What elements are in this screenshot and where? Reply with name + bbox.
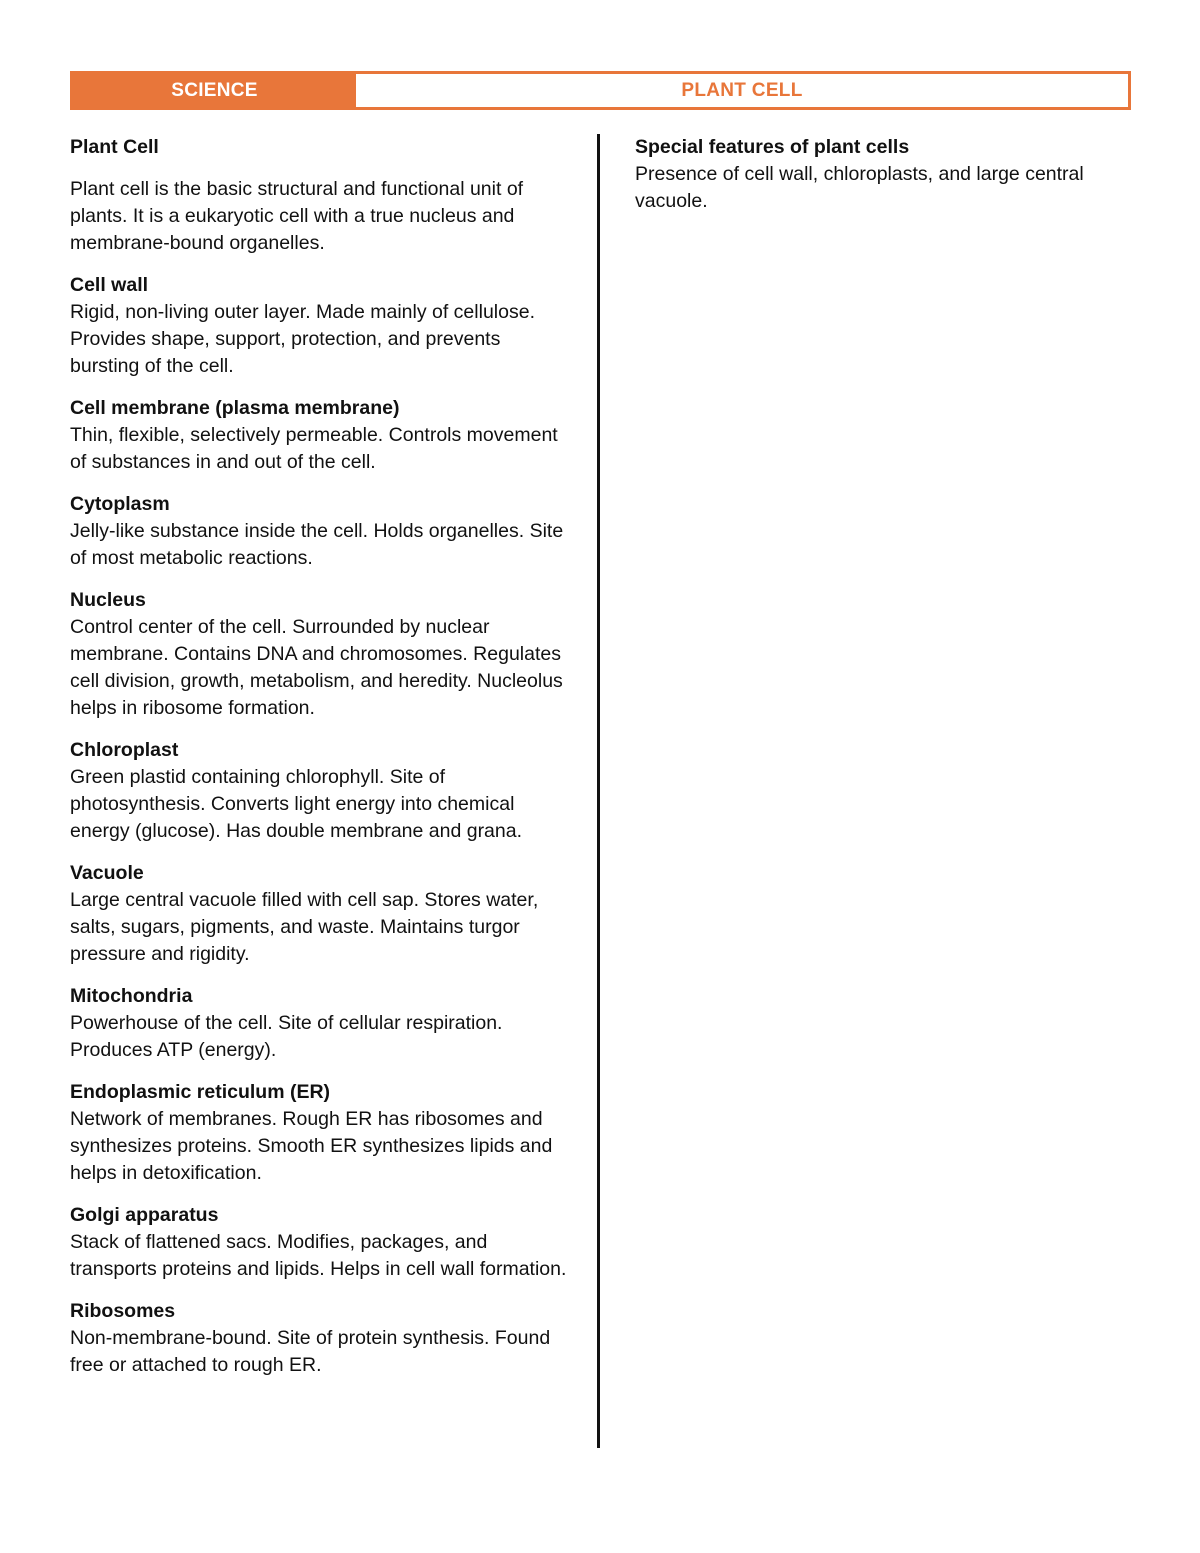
section-text: Large central vacuole filled with cell sap. Stores water, salts, sugars, pigments, and waste. Maintains turgor pressure and rigidity.	[70, 889, 539, 965]
section-title: Endoplasmic reticulum (ER)	[70, 1081, 331, 1103]
section-title: Mitochondria	[70, 985, 193, 1007]
section-text: Jelly-like substance inside the cell. Holds organelles. Site of most metabolic reactions.	[70, 520, 564, 569]
section-title: Nucleus	[70, 589, 146, 611]
section-text: Thin, flexible, selectively permeable. Controls movement of substances in and out of the cell.	[70, 424, 558, 473]
topic-label: PLANT CELL	[681, 79, 803, 101]
intro-title: Plant Cell	[70, 136, 159, 158]
section-text: Non-membrane-bound. Site of protein synthesis. Found free or attached to rough ER.	[70, 1327, 551, 1376]
section-cytoplasm	[70, 491, 570, 572]
section-text: Control center of the cell. Surrounded by nuclear membrane. Contains DNA and chromosomes. Regulates cell division, growth, metabolism, and heredity. Nucleolus helps in ribosome formation.	[70, 616, 563, 719]
section-golgi-apparatus	[70, 1202, 570, 1283]
section-mitochondria	[70, 983, 570, 1064]
section-title: Golgi apparatus	[70, 1204, 219, 1226]
section-text: Powerhouse of the cell. Site of cellular respiration. Produces ATP (energy).	[70, 1012, 503, 1061]
section-title: Cytoplasm	[70, 493, 170, 515]
header-bar	[70, 71, 1131, 110]
section-text: Presence of cell wall, chloroplasts, and large central vacuole.	[635, 163, 1084, 212]
left-column	[70, 134, 570, 1394]
section-endoplasmic-reticulum	[70, 1079, 570, 1187]
section-title: Vacuole	[70, 862, 144, 884]
subject-label: SCIENCE	[73, 74, 356, 107]
section-text: Green plastid containing chlorophyll. Site of photosynthesis. Converts light energy into chemical energy (glucose). Has double membrane and grana.	[70, 766, 523, 842]
section-text: Rigid, non-living outer layer. Made mainly of cellulose. Provides shape, support, protection, and prevents bursting of the cell.	[70, 301, 535, 377]
column-divider	[597, 134, 600, 1448]
section-nucleus	[70, 587, 570, 722]
section-special-features	[635, 134, 1135, 215]
section-cell-wall	[70, 272, 570, 380]
section-title: Ribosomes	[70, 1300, 176, 1322]
intro-text: Plant cell is the basic structural and functional unit of plants. It is a eukaryotic cell with a true nucleus and membrane-bound organelles.	[70, 178, 524, 254]
section-chloroplast	[70, 737, 570, 845]
right-column	[635, 134, 1135, 230]
section-title: Cell wall	[70, 274, 149, 296]
section-text: Network of membranes. Rough ER has ribosomes and synthesizes proteins. Smooth ER synthesizes lipids and helps in detoxification.	[70, 1108, 553, 1184]
section-vacuole	[70, 860, 570, 968]
section-text: Stack of flattened sacs. Modifies, packages, and transports proteins and lipids. Helps in cell wall formation.	[70, 1231, 567, 1280]
section-ribosomes	[70, 1298, 570, 1379]
section-title: Chloroplast	[70, 739, 179, 761]
section-title: Cell membrane (plasma membrane)	[70, 397, 400, 419]
intro-section	[70, 134, 570, 257]
section-title: Special features of plant cells	[635, 136, 910, 158]
section-cell-membrane	[70, 395, 570, 476]
